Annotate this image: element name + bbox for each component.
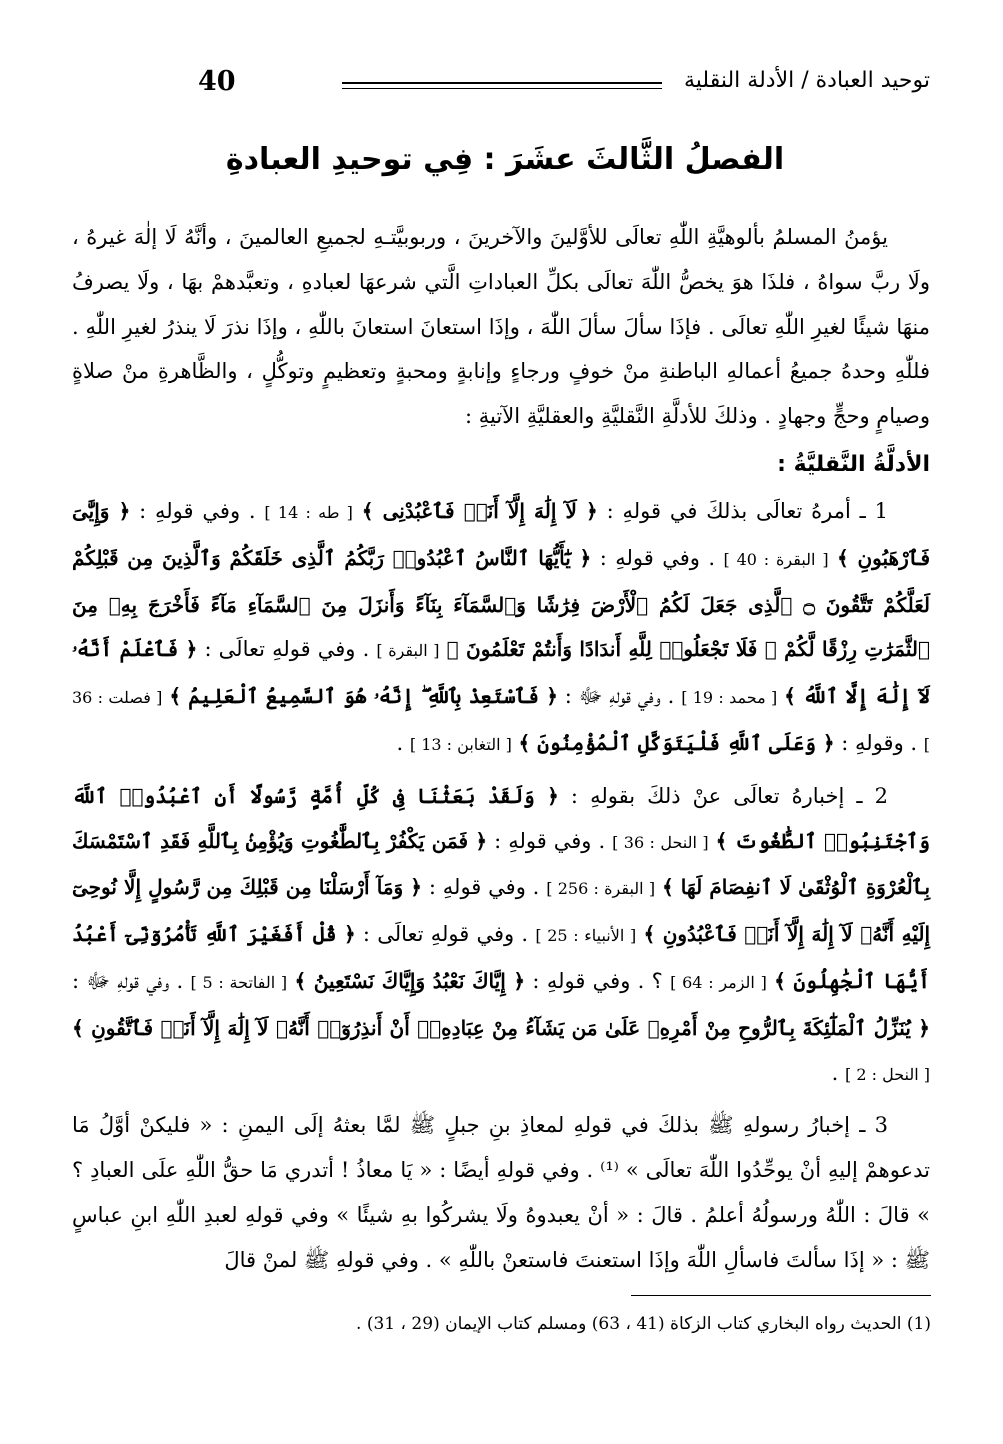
verse-reference: [ النحل : 2 ]: [845, 1064, 930, 1084]
paragraph-text: .: [831, 1060, 845, 1085]
paragraph-text: ؟ . وفي قولهِ :: [525, 968, 671, 993]
verse-reference: [ محمد : 19 ]: [681, 688, 778, 708]
main-text: [72, 215, 930, 1289]
paragraph-text: . وفي قولهِ :: [422, 875, 547, 900]
evidence-paragraph-1: [72, 489, 930, 768]
verse-reference: [ البقرة ]: [376, 641, 440, 661]
section-heading: الأدلَّةُ النَّقليَّةُ :: [777, 451, 930, 477]
chapter-title: الفصلُ الثَّالثَ عشَرَ : فِي توحيدِ العبادةِ: [225, 142, 785, 177]
paragraph-text: . وقولهِ :: [834, 730, 924, 755]
footnote: (1) الحديث رواه البخاري كتاب الزكاة (41 ، 63) ومسلم كتاب الإيمان (29 ، 31) .: [356, 1314, 931, 1334]
paragraph-text: . وفي قولهِ :: [487, 828, 613, 853]
quran-verse: ﴿ فَٱسْتَعِذْ بِٱللَّهِ ۖ إِنَّهُۥ هُوَ ٱلسَّمِيعُ ٱلْعَلِيمُ ﴾: [169, 684, 558, 709]
paragraph-text: . وفي قولهِ ﷻ :: [557, 684, 682, 709]
header-rule: [342, 82, 662, 84]
paragraph-text: . وفي قولهِ تعالَى :: [197, 637, 377, 662]
quran-verse: ﴿ وَإِيَّٰىَ فَٱرْهَبُونِ ﴾: [72, 498, 931, 570]
evidence-paragraph-3: 3 ـ إخبارُ رسولهِ ﷺ بذلكَ في قولهِ لمعاذِ بنِ جبلٍ ﷺ لمَّا بعثهُ إلَى اليمنِ : « فليكنْ أوَّلُ مَا تدعوهمْ إليهِ أنْ يوحِّدُوا اللّٰهَ تعالَى » ⁽¹⁾ . وفي قولهِ أيضًا : « يَا معاذُ ! أتدري مَا حقُّ اللّٰهِ علَى العبادِ ؟ » قالَ : اللّٰهُ ورسولُهُ أعلمُ . قالَ : « أنْ يعبدوهُ ولَا يشركُوا بهِ شيئًا » وفي قولهِ لعبدِ اللّٰهِ ابنِ عباسٍ ﷺ : « إذَا سألتَ فاسألِ اللّٰهَ وإذَا استعنتَ فاستعنْ باللّٰهِ » . وفي قولهِ ﷺ لمنْ قالَ: [72, 1113, 930, 1272]
paragraph-text: 2 ـ إخبارهُ تعالَى عنْ ذلكَ بقولهِ :: [558, 783, 888, 808]
quran-verse: ﴿ يَٰٓأَيُّهَا ٱلنَّاسُ ٱعْبُدُوا۟ رَبَّكُمُ ٱلَّذِى خَلَقَكُمْ وَٱلَّذِينَ مِن قَبْلِكُمْ لَعَلَّكُمْ تَتَّقُونَ ۝ ٱلَّذِى جَعَلَ لَكُمُ ٱلْأَرْضَ فِرَٰشًا وَٱلسَّمَآءَ بِنَآءً وَأَنزَلَ مِنَ ٱلسَّمَآءِ مَآءً فَأَخْرَجَ بِهِۦ مِنَ ٱلثَّمَرَٰتِ رِزْقًا لَّكُمْ ۖ فَلَا تَجْعَلُوا۟ لِلَّهِ أَندَادًا وَأَنتُمْ تَعْلَمُونَ ﴾: [72, 545, 930, 662]
quran-verse: ﴿ يُنَزِّلُ ٱلْمَلَٰٓئِكَةَ بِٱلرُّوحِ مِنْ أَمْرِهِۦ عَلَىٰ مَن يَشَآءُ مِنْ عِبَادِهِۦٓ أَنْ أَنذِرُوٓا۟ أَنَّهُۥ لَآ إِلَٰهَ إِلَّآ أَنَا۠ فَٱتَّقُونِ ﴾: [72, 1015, 930, 1040]
paragraph-text: . وفي قولهِ :: [130, 498, 265, 523]
evidence-paragraph-2: [72, 774, 930, 1098]
verse-reference: [ فصلت : 36 ]: [72, 688, 930, 754]
intro-paragraph: يؤمنُ المسلمُ بألوهيَّةِ اللّٰهِ تعالَى للأوَّلينَ والآخرينَ ، وربوبيَّتـهِ لجميعِ العالمينَ ، وأنَّهُ لَا إلٰهَ غيرهُ ، ولَا ربَّ سواهُ ، فلذَا هوَ يخصُّ اللّٰهَ تعالَى بكلِّ العباداتِ الَّتي شرعهَا لعبادهِ ، وتعبَّدهمْ بهَا ، ولَا يصرفُ منهَا شيئًا لغيرِ اللّٰهِ تعالَى . فإذَا سألَ سألَ اللّٰهَ ، وإذَا استعانَ استعانَ باللّٰهِ ، وإذَا نذرَ لَا ينذرُ لغيرِ اللّٰهِ . فللّٰهِ وحدهُ جميعُ أعمالهِ الباطنةِ منْ خوفٍ ورجاءٍ وإنابةٍ ومحبةٍ وتعظيمٍ وتوكُّلٍ ، والظَّاهرةِ منْ صلاةٍ وصيامٍ وحجٍّ وجهادٍ . وذلكَ للأدلَّةِ النَّقليَّةِ والعقليَّةِ الآتيةِ :: [72, 225, 930, 429]
quran-verse: ﴿ لَآ إِلَٰهَ إِلَّآ أَنَا۠ فَٱعْبُدْنِى ﴾: [361, 498, 598, 523]
verse-reference: [ النحل : 36 ]: [612, 832, 709, 852]
quran-verse: ﴿ وَمَآ أَرْسَلْنَا مِن قَبْلِكَ مِن رَّسُولٍ إِلَّا نُوحِىٓ إِلَيْهِ أَنَّهُۥ لَآ إِلَٰهَ إِلَّآ أَنَا۠ فَٱعْبُدُونِ ﴾: [72, 875, 931, 947]
verse-reference: [ الزمر : 64 ]: [670, 972, 767, 992]
paragraph-text: 1 ـ أمرهُ تعالَى بذلكَ في قولهِ :: [597, 498, 889, 523]
paragraph-text: .: [396, 730, 410, 755]
verse-reference: [ طه : 14 ]: [264, 502, 353, 522]
verse-reference: [ البقرة : 256 ]: [546, 879, 656, 899]
quran-verse: ﴿ فَمَن يَكْفُرْ بِٱلطَّٰغُوتِ وَيُؤْمِنۢ بِٱللَّهِ فَقَدِ ٱسْتَمْسَكَ بِٱلْعُرْوَةِ ٱلْوُثْقَىٰ لَا ٱنفِصَامَ لَهَا ﴾: [72, 828, 931, 900]
quran-verse: ﴿ وَعَلَى ٱللَّهِ فَلْيَتَوَكَّلِ ٱلْمُؤْمِنُونَ ﴾: [518, 730, 835, 755]
quran-verse: ﴿ وَلَقَدْ بَعَثْنَا فِى كُلِّ أُمَّةٍ رَّسُولًا أَنِ ٱعْبُدُوا۟ ٱللَّهَ وَٱجْتَنِبُوا۟ ٱلطَّٰغُوتَ ﴾: [72, 783, 930, 853]
verse-reference: [ الأنبياء : 25 ]: [535, 926, 637, 946]
paragraph-text: . وفي قولهِ ﷻ :: [72, 968, 191, 993]
quran-verse: ﴿ إِيَّاكَ نَعْبُدُ وَإِيَّاكَ نَسْتَعِينُ ﴾: [294, 968, 526, 993]
verse-reference: [ الفاتحة : 5 ]: [190, 972, 288, 992]
paragraph-text: . وفي قولهِ تعالَى :: [355, 922, 536, 947]
header-rule-thin: [342, 88, 662, 89]
quran-verse: ﴿ فَٱعْلَمْ أَنَّهُۥ لَآ إِلَٰهَ إِلَّا ٱللَّهُ ﴾: [72, 637, 930, 709]
verse-reference: [ التغابن : 13 ]: [409, 734, 512, 754]
running-title: توحيد العبادة / الأدلة النقلية: [683, 68, 930, 93]
footnote-rule: [631, 1295, 931, 1296]
page-number: 40: [198, 66, 236, 97]
verse-reference: [ البقرة : 40 ]: [723, 549, 829, 569]
page-header: [80, 62, 930, 102]
paragraph-text: . وفي قولهِ :: [591, 545, 724, 570]
quran-verse: ﴿ قُلْ أَفَغَيْرَ ٱللَّهِ تَأْمُرُوٓنِّىٓ أَعْبُدُ أَيُّهَا ٱلْجَٰهِلُونَ ﴾: [72, 922, 930, 993]
